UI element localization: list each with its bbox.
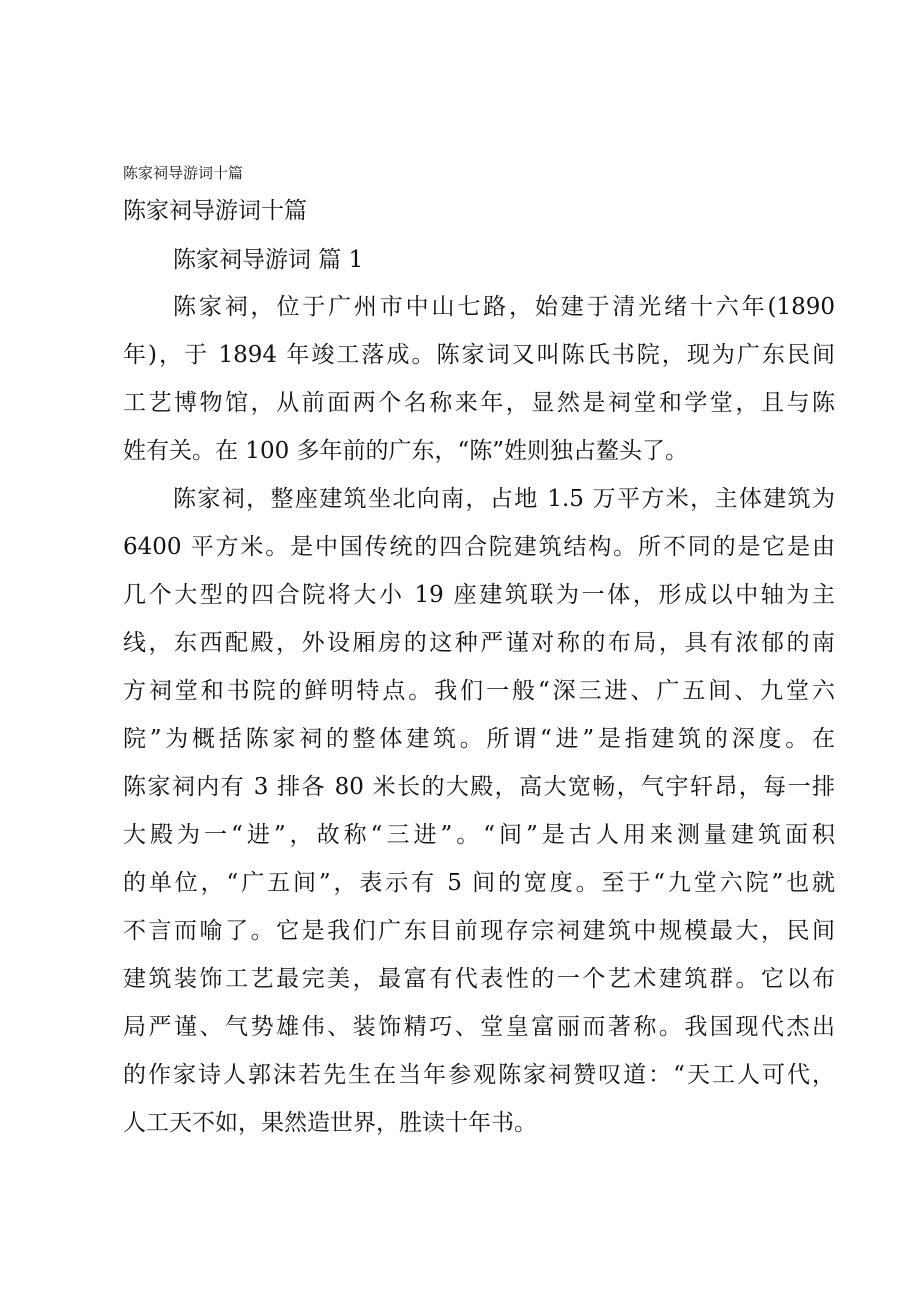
section-heading: 陈家祠导游词 篇 1 <box>173 247 364 273</box>
paragraph-2-line-6: 院”为概括陈家祠的整体建筑。所谓“进”是指建筑的深度。在 <box>123 726 835 752</box>
paragraph-2-line-10: 不言而喻了。它是我们广东目前现存宗祠建筑中规模最大，民间 <box>123 918 835 944</box>
paragraph-1-line-2: 年)，于 1894 年竣工落成。陈家词又叫陈氏书院，现为广东民间 <box>123 342 835 368</box>
page-header-title: 陈家祠导游词十篇 <box>123 164 244 182</box>
paragraph-2-line-3: 几个大型的四合院将大小 19 座建筑联为一体，形成以中轴为主 <box>123 582 835 608</box>
paragraph-2-line-5: 方祠堂和书院的鲜明特点。我们一般“深三进、广五间、九堂六 <box>123 678 835 704</box>
paragraph-2-line-8: 大殿为一“进”，故称“三进”。“间”是古人用来测量建筑面积 <box>123 822 835 848</box>
paragraph-2-line-1: 陈家祠，整座建筑坐北向南，占地 1.5 万平方米，主体建筑为 <box>173 486 835 512</box>
document-title: 陈家祠导游词十篇 <box>123 198 307 224</box>
paragraph-2-line-12: 局严谨、气势雄伟、装饰精巧、堂皇富丽而著称。我国现代杰出 <box>123 1014 835 1040</box>
paragraph-2-line-9: 的单位，“广五间”，表示有 5 间的宽度。至于“九堂六院”也就 <box>123 870 835 896</box>
paragraph-1-line-1: 陈家祠，位于广州市中山七路，始建于清光绪十六年(1890 <box>173 294 835 320</box>
paragraph-2-line-7: 陈家祠内有 3 排各 80 米长的大殿，高大宽畅，气宇轩昂，每一排 <box>123 774 835 800</box>
paragraph-2-line-2: 6400 平方米。是中国传统的四合院建筑结构。所不同的是它是由 <box>123 534 835 560</box>
paragraph-1-line-4: 姓有关。在 100 多年前的广东，“陈”姓则独占鳌头了。 <box>123 438 689 464</box>
paragraph-1-line-3: 工艺博物馆，从前面两个名称来年，显然是祠堂和学堂，且与陈 <box>123 390 835 416</box>
paragraph-2-line-11: 建筑装饰工艺最完美，最富有代表性的一个艺术建筑群。它以布 <box>123 966 835 992</box>
paragraph-2-line-4: 线，东西配殿，外设厢房的这种严谨对称的布局，具有浓郁的南 <box>123 630 835 656</box>
paragraph-2-line-13: 的作家诗人郭沫若先生在当年参观陈家祠赞叹道：“天工人可代， <box>123 1062 835 1088</box>
paragraph-2-line-14: 人工天不如，果然造世界，胜读十年书。 <box>123 1110 537 1136</box>
